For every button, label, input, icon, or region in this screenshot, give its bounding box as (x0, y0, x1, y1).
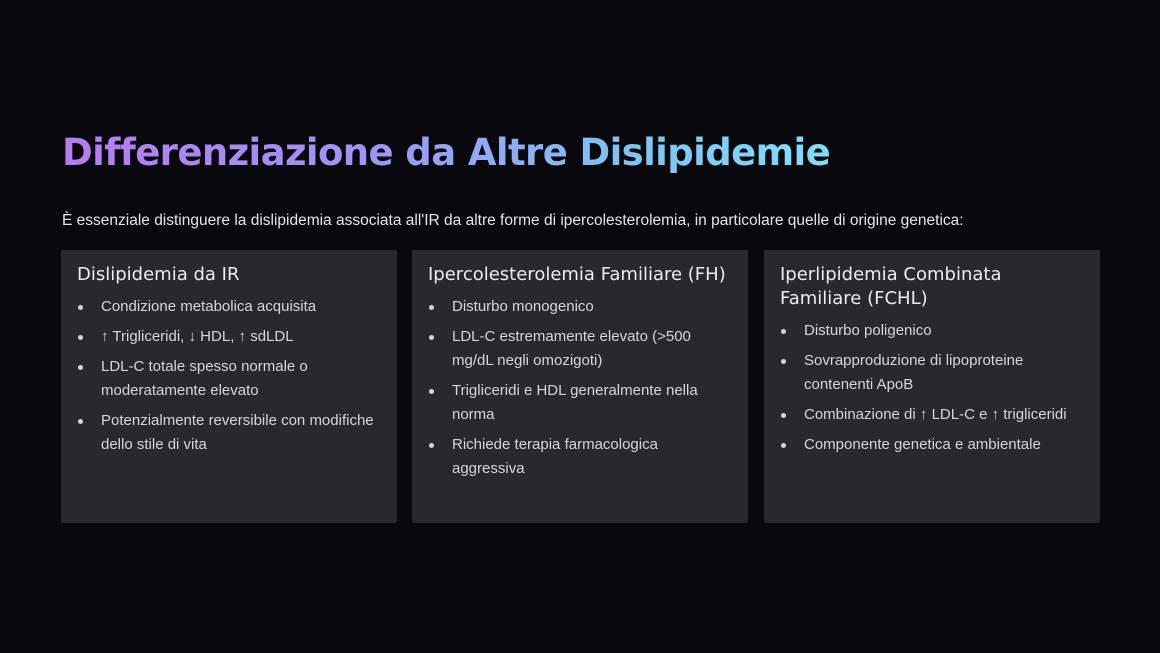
bullet-item (780, 403, 1082, 427)
bullet-item (780, 433, 1082, 457)
bullet-text: LDL-C estremamente elevato (>500 mg/dL negli omozigoti) (452, 328, 691, 369)
bullet-dot-icon (781, 329, 786, 334)
bullet-text: Combinazione di ↑ LDL-C e ↑ trigliceridi (804, 406, 1067, 423)
bullet-item (77, 295, 379, 319)
bullet-item (77, 409, 379, 457)
bullet-text: Disturbo poligenico (804, 322, 932, 339)
bullet-item (428, 379, 730, 427)
bullet-item (780, 319, 1082, 343)
bullet-dot-icon (78, 335, 83, 340)
bullet-item (428, 433, 730, 481)
bullet-dot-icon (429, 305, 434, 310)
bullet-dot-icon (781, 443, 786, 448)
bullet-text: Disturbo monogenico (452, 298, 594, 315)
bullet-item (780, 349, 1082, 397)
bullet-item (428, 295, 730, 319)
bullet-text: Richiede terapia farmacologica aggressiva (452, 436, 658, 477)
bullet-list (77, 295, 379, 457)
bullet-dot-icon (429, 389, 434, 394)
bullet-text: ↑ Trigliceridi, ↓ HDL, ↑ sdLDL (101, 328, 294, 345)
bullet-dot-icon (781, 359, 786, 364)
card-dislipidemia-ir (61, 250, 397, 523)
bullet-item (77, 325, 379, 349)
card-title: Iperlipidemia Combinata Familiare (FCHL) (780, 264, 1002, 309)
card-iperlipidemia-combinata (764, 250, 1100, 523)
bullet-text: Condizione metabolica acquisita (101, 298, 317, 315)
bullet-dot-icon (78, 305, 83, 310)
card-title: Ipercolesterolemia Familiare (FH) (428, 264, 726, 285)
card-title: Dislipidemia da IR (77, 264, 240, 285)
bullet-item (77, 355, 379, 403)
bullet-dot-icon (78, 365, 83, 370)
bullet-list (428, 295, 730, 481)
bullet-list (780, 319, 1082, 457)
bullet-text: Sovrapproduzione di lipoproteine contenenti ApoB (804, 352, 1024, 393)
bullet-text: Potenzialmente reversibile con modifiche dello stile di vita (101, 412, 374, 453)
bullet-text: Trigliceridi e HDL generalmente nella norma (452, 382, 698, 423)
bullet-dot-icon (781, 413, 786, 418)
slide-title: Differenziazione da Altre Dislipidemie (62, 128, 830, 178)
intro-text: È essenziale distinguere la dislipidemia associata all'IR da altre forme di ipercolesterolemia, in particolare quelle di origine genetica: (62, 212, 964, 229)
bullet-dot-icon (429, 443, 434, 448)
bullet-text: Componente genetica e ambientale (804, 436, 1041, 453)
card-ipercolesterolemia-familiare (412, 250, 748, 523)
bullet-dot-icon (429, 335, 434, 340)
bullet-text: LDL-C totale spesso normale o moderatamente elevato (101, 358, 308, 399)
bullet-dot-icon (78, 419, 83, 424)
bullet-item (428, 325, 730, 373)
